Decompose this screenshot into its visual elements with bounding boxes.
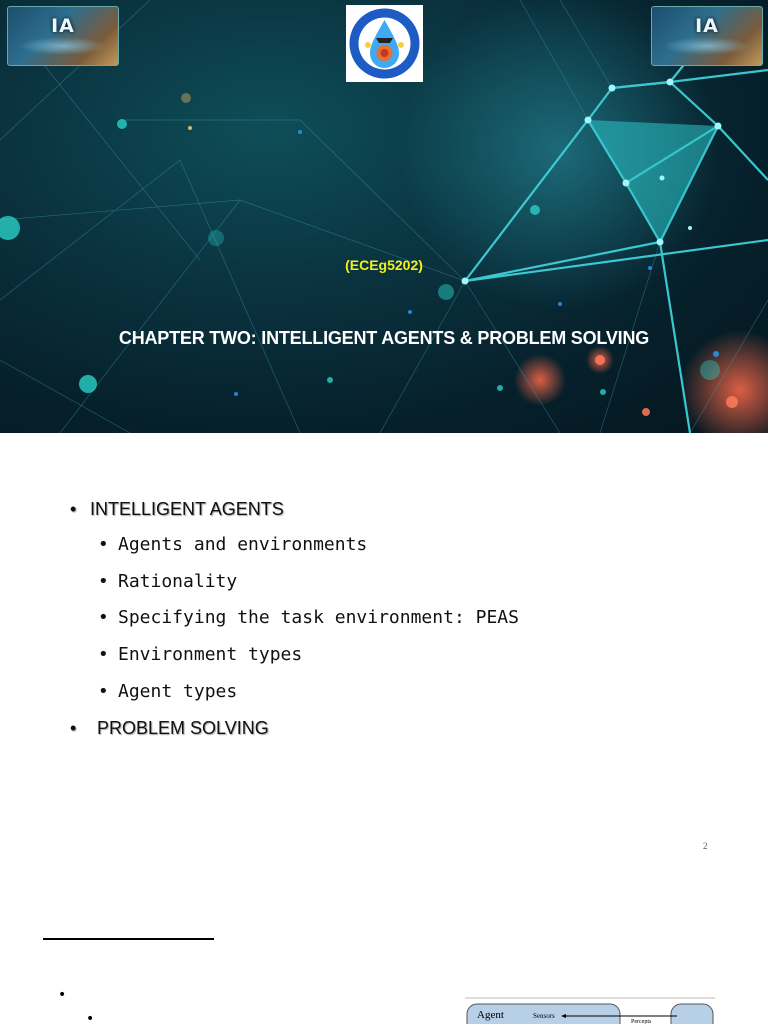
outline-subitem <box>98 607 519 628</box>
next-slide <box>0 863 768 1027</box>
title-slide <box>0 0 768 433</box>
bullet: • <box>98 571 109 592</box>
outline-item-text: PROBLEM SOLVING <box>97 718 269 738</box>
page-number: 2 <box>703 841 708 851</box>
outline-subitem <box>98 681 237 702</box>
outline-item-text: INTELLIGENT AGENTS <box>90 499 284 519</box>
outline-item-problem-solving <box>70 718 269 739</box>
university-seal-icon <box>346 5 423 82</box>
outline-subitem-text: Rationality <box>118 571 238 592</box>
ia-logo-right <box>651 6 763 66</box>
outline-subitem <box>98 571 237 592</box>
course-code: (ECEg5202) <box>345 257 423 273</box>
outline-slide <box>0 433 768 863</box>
environment-box <box>671 1004 713 1024</box>
university-logo <box>346 5 423 82</box>
outline-subitem-text: Agents and environments <box>118 534 368 555</box>
outline-subitem-text: Environment types <box>118 644 303 665</box>
bullet: • <box>98 681 109 702</box>
chapter-title: CHAPTER TWO: INTELLIGENT AGENTS & PROBLEM SOLVING <box>118 328 650 348</box>
ia-glow <box>18 37 108 55</box>
bullet: • <box>98 607 109 628</box>
bullet: • <box>70 499 77 519</box>
ia-logo-text: IA <box>695 15 719 37</box>
ia-logo-text: IA <box>51 15 75 37</box>
bullet: • <box>70 718 77 738</box>
agent-label: Agent <box>477 1009 504 1021</box>
outline-subitem-text: Specifying the task environment: PEAS <box>118 607 519 628</box>
outline-item-intelligent-agents <box>70 499 284 520</box>
bullet: • <box>98 644 109 665</box>
bullet: • <box>58 987 67 1003</box>
outline-subitem-text: Agent types <box>118 681 238 702</box>
ia-logo-left <box>7 6 119 66</box>
ia-glow <box>662 37 752 55</box>
outline-subitem <box>98 644 302 665</box>
title-underline <box>43 938 214 940</box>
bullet: • <box>86 1011 95 1027</box>
bullet: • <box>98 534 109 555</box>
agent-environment-diagram <box>465 997 715 1024</box>
percepts-label: Percepts <box>631 1019 652 1024</box>
outline-subitem <box>98 534 367 555</box>
sensors-label: Sensors <box>533 1012 555 1020</box>
